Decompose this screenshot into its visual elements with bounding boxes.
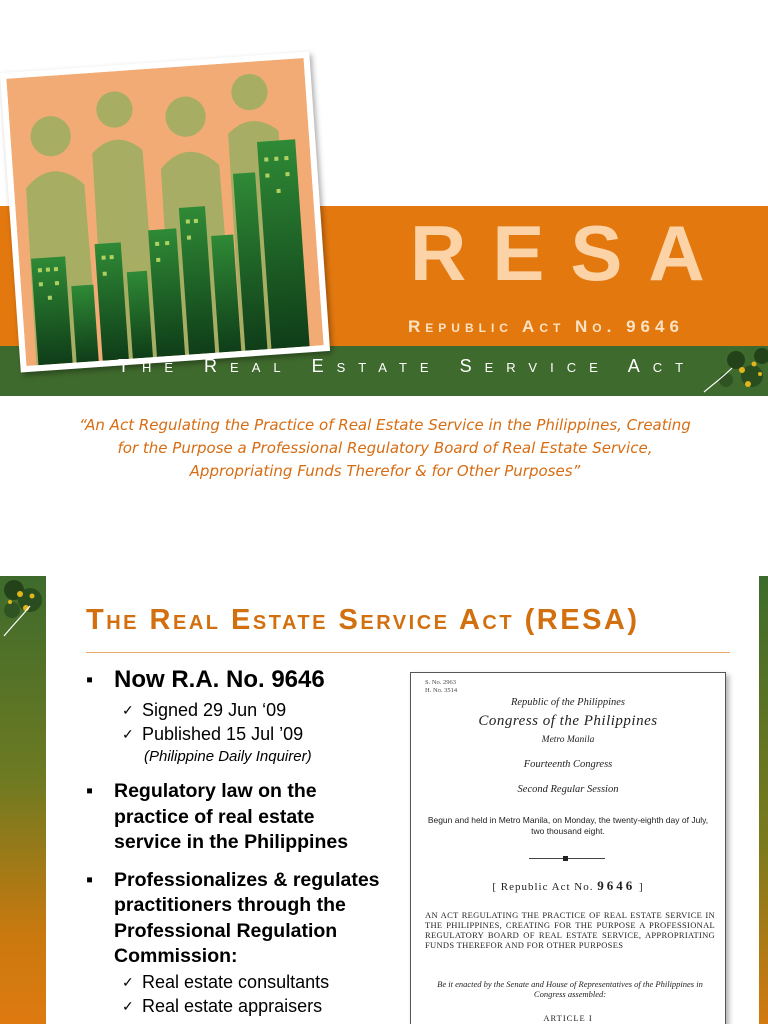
bullet-item: ▪ Regulatory law on the practice of real estate service in the Philippines (86, 779, 386, 856)
ra-close-bracket: ] (638, 881, 644, 893)
quote-line: for the Purpose a Professional Regulatory Board of Real Estate Service, (117, 439, 653, 457)
source-note: (Philippine Daily Inquirer) (144, 748, 312, 765)
doc-republic: Republic of the Philippines (510, 697, 626, 708)
doc-enacting-clause: Be it enacted by the Senate and House of Representatives of the Philippines in Congress assembled: (437, 979, 703, 999)
quote-line: “An Act Regulating the Practice of Real Estate Service in the Philippines, Creating (79, 416, 691, 434)
check-item: ✓ Real estate appraisers (86, 994, 386, 1018)
doc-congress: Congress of the Philippines (478, 713, 658, 729)
senate-bill-number: S. No. 2963 (425, 679, 457, 686)
bullet-item: ▪ Professionalizes & regulates practitioners through the Professional Regulation Commission: (86, 868, 386, 970)
right-gradient-stripe (759, 576, 768, 1024)
doc-separator (529, 858, 605, 859)
doc-session: Second Regular Session (517, 784, 619, 795)
heading-divider (86, 652, 730, 653)
house-bill-number: H. No. 3514 (425, 687, 458, 694)
bullet-list (86, 666, 386, 1018)
republic-act-document-image (410, 672, 726, 1024)
slide-heading: The Real Estate Service Act (RESA) (86, 604, 640, 636)
slide-resa-overview (0, 576, 768, 1024)
check-item: ✓ Signed 29 Jun ‘09 (86, 698, 386, 722)
tree-decoration-icon (0, 576, 50, 646)
ra-number: 9646 (597, 878, 636, 893)
bill-numbers (425, 679, 457, 695)
doc-metro: Metro Manila (541, 735, 595, 745)
bullet-item: ▪ Now R.A. No. 9646 (86, 666, 386, 694)
doc-fourteenth-congress: Fourteenth Congress (523, 759, 613, 770)
doc-act-title: AN ACT REGULATING THE PRACTICE OF REAL ESTATE SERVICE IN THE PHILIPPINES, CREATING FOR THE PURPOSE A PROFESSIONAL REGULATORY BOARD OF REAL ESTATE SERVICE, APPROPRIATING FUNDS THEREFOR AND FOR OTHER PURPOSES (425, 910, 715, 950)
republic-act-subtitle: Republic Act No. 9646 (408, 317, 684, 336)
check-item: ✓ Real estate consultants (86, 970, 386, 994)
quote-line: Appropriating Funds Therefor & for Other Purposes” (189, 462, 581, 480)
act-name-banner: The Real Estate Service Act (118, 356, 697, 376)
doc-article-heading: ARTICLE I (543, 1013, 593, 1023)
foliage-decoration (696, 346, 768, 396)
check-item: ✓ Published 15 Jul ’09 (86, 722, 386, 746)
ra-label: [ Republic Act No. (492, 881, 594, 893)
city-skyline-image (6, 58, 323, 366)
act-quote (40, 414, 730, 483)
doc-republic-act-number (411, 878, 725, 894)
resa-title: RESA (410, 209, 731, 297)
city-silhouette-picture-frame (0, 52, 330, 373)
doc-begun-text: Begun and held in Metro Manila, on Monday, the twenty-eighth day of July, two thousand eight. (427, 815, 709, 836)
